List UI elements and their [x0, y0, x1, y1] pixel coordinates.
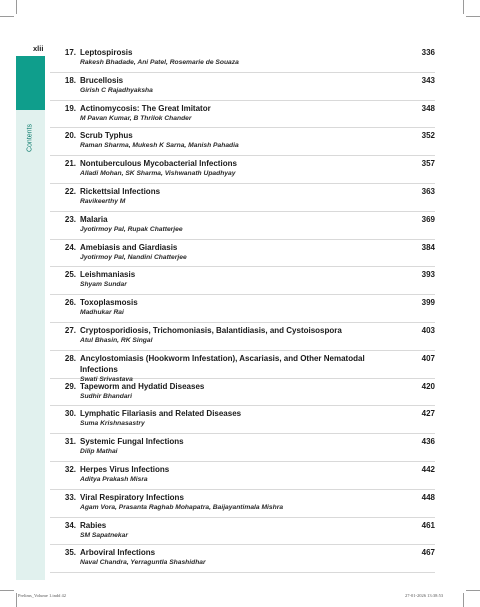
chapter-number: 24. — [64, 242, 76, 252]
chapter-page: 336 — [421, 48, 435, 57]
toc-entry[interactable] — [50, 490, 435, 518]
chapter-title: Amebiasis and Giardiasis — [80, 242, 178, 252]
chapter-number: 29. — [64, 381, 76, 391]
chapter-page: 427 — [421, 409, 435, 419]
chapter-entry — [80, 297, 395, 318]
chapter-page: 399 — [421, 298, 435, 308]
chapter-entry — [80, 75, 395, 96]
chapter-entry — [80, 214, 395, 235]
chapter-page: 436 — [421, 437, 435, 447]
chapter-title: Arboviral Infections — [80, 548, 156, 558]
chapter-number: 25. — [64, 270, 76, 280]
chapter-page: 343 — [421, 75, 435, 85]
toc-entry[interactable] — [50, 267, 435, 295]
chapter-entry — [80, 242, 395, 263]
toc-entry[interactable] — [50, 434, 435, 462]
chapter-page: 448 — [421, 492, 435, 502]
chapter-number: 26. — [64, 298, 76, 308]
chapter-number: 31. — [64, 437, 76, 447]
footer-timestamp: 27-01-2026 13:38:53 — [405, 593, 444, 598]
chapter-authors: Swati Srivastava — [80, 375, 133, 383]
chapter-authors: Suma Krishnasastry — [80, 420, 145, 428]
toc-entry[interactable] — [50, 545, 435, 573]
toc-entry[interactable] — [50, 156, 435, 184]
chapter-title: Lymphatic Filariasis and Related Diseases — [80, 409, 242, 419]
crop-mark — [466, 16, 480, 17]
chapter-authors: M Pavan Kumar, B Thrilok Chander — [80, 114, 192, 122]
chapter-authors: Rakesh Bhadade, Ani Patel, Rosemarie de Souaza — [80, 59, 239, 66]
chapter-authors: Shyam Sundar — [80, 281, 127, 289]
chapter-page: 357 — [421, 159, 435, 169]
crop-mark — [466, 590, 480, 591]
chapter-entry — [80, 381, 395, 402]
chapter-number: 27. — [64, 325, 76, 335]
chapter-entry — [80, 186, 395, 207]
crop-mark — [16, 0, 17, 14]
crop-mark — [463, 0, 464, 14]
chapter-authors: Jyotirmoy Pal, Nandini Chatterjee — [80, 253, 187, 261]
chapter-title: Leishmaniasis — [80, 270, 136, 280]
chapter-title: Rickettsial Infections — [80, 186, 161, 196]
chapter-title: Leptospirosis — [80, 48, 133, 57]
chapter-entry — [80, 492, 395, 513]
chapter-title: Malaria — [80, 214, 108, 224]
chapter-title: Tapeworm and Hydatid Diseases — [80, 381, 205, 391]
chapter-number: 28. — [64, 353, 76, 363]
chapter-entry — [80, 47, 395, 68]
chapter-entry — [80, 547, 395, 568]
toc-entry[interactable] — [50, 45, 435, 73]
chapter-number: 33. — [64, 492, 76, 502]
toc-entry[interactable] — [50, 351, 435, 383]
chapter-page: 352 — [421, 131, 435, 141]
chapter-number: 17. — [64, 48, 76, 57]
chapter-number: 20. — [64, 131, 76, 141]
chapter-title: Cryptosporidiosis, Trichomoniasis, Balantidiasis, and Cystoisospora — [80, 325, 342, 335]
chapter-entry — [80, 158, 395, 179]
toc-entry[interactable] — [50, 240, 435, 268]
chapter-entry — [80, 130, 395, 151]
toc-entry[interactable] — [50, 184, 435, 212]
chapter-number: 32. — [64, 464, 76, 474]
chapter-page: 420 — [421, 381, 435, 391]
footer-file: Prelims_Volume 1.indd 42 — [18, 593, 67, 598]
chapter-page: 403 — [421, 325, 435, 335]
chapter-title: Brucellosis — [80, 75, 124, 85]
chapter-authors: Naval Chandra, Yerraguntla Shashidhar — [80, 559, 206, 567]
chapter-title: Rabies — [80, 520, 107, 530]
chapter-page: 384 — [421, 242, 435, 252]
chapter-page: 348 — [421, 103, 435, 113]
chapter-authors: Madhukar Rai — [80, 309, 124, 317]
toc-entry[interactable] — [50, 295, 435, 323]
chapter-entry — [80, 269, 395, 290]
chapter-authors: SM Sapatnekar — [80, 531, 128, 539]
toc-entry[interactable] — [50, 101, 435, 129]
chapter-title: Ancylostomiasis (Hookworm Infestation), Ascariasis, and Other Nematodal Infections — [80, 353, 365, 374]
chapter-page: 467 — [421, 548, 435, 558]
toc-entry[interactable] — [50, 212, 435, 240]
chapter-entry — [80, 464, 395, 485]
chapter-number: 21. — [64, 159, 76, 169]
chapter-number: 34. — [64, 520, 76, 530]
crop-mark — [16, 593, 17, 607]
chapter-title: Nontuberculous Mycobacterial Infections — [80, 159, 237, 169]
chapter-authors: Girish C Rajadhyaksha — [80, 86, 153, 94]
chapter-number: 30. — [64, 409, 76, 419]
chapter-authors: Dilip Mathai — [80, 448, 118, 456]
chapter-page: 442 — [421, 464, 435, 474]
chapter-page: 461 — [421, 520, 435, 530]
chapter-authors: Aditya Prakash Misra — [80, 475, 148, 483]
chapter-entry — [80, 325, 395, 346]
chapter-title: Scrub Typhus — [80, 131, 133, 141]
chapter-entry — [80, 103, 395, 124]
chapter-number: 22. — [64, 186, 76, 196]
chapter-entry — [80, 520, 395, 541]
page-number: xlii — [33, 44, 44, 53]
chapter-number: 23. — [64, 214, 76, 224]
table-of-contents — [50, 45, 435, 573]
crop-mark — [463, 593, 464, 607]
chapter-title: Herpes Virus Infections — [80, 464, 170, 474]
chapter-title: Viral Respiratory Infections — [80, 492, 184, 502]
chapter-title: Actinomycosis: The Great Imitator — [80, 103, 211, 113]
chapter-number: 35. — [64, 548, 76, 558]
chapter-authors: Sudhir Bhandari — [80, 392, 133, 400]
chapter-entry — [80, 436, 395, 457]
toc-entry[interactable] — [50, 323, 435, 351]
crop-mark — [0, 590, 14, 591]
toc-entry[interactable] — [50, 462, 435, 490]
chapter-authors: Agam Vora, Prasanta Raghab Mohapatra, Baijayantimala Mishra — [80, 503, 284, 511]
section-tab — [16, 56, 45, 110]
crop-mark — [0, 16, 14, 17]
toc-entry[interactable] — [50, 128, 435, 156]
section-label: Contents — [26, 123, 34, 153]
toc-entry[interactable] — [50, 406, 435, 434]
chapter-title: Systemic Fungal Infections — [80, 437, 184, 447]
chapter-authors: Atul Bhasin, RK Singal — [80, 336, 153, 344]
chapter-number: 18. — [64, 75, 76, 85]
chapter-authors: Raman Sharma, Mukesh K Sarna, Manish Pahadia — [80, 142, 239, 150]
toc-entry[interactable] — [50, 73, 435, 101]
chapter-title: Toxoplasmosis — [80, 298, 138, 308]
toc-entry[interactable] — [50, 518, 435, 546]
toc-entry[interactable] — [50, 379, 435, 407]
chapter-authors: Alladi Mohan, SK Sharma, Vishwanath Upadhyay — [80, 170, 236, 178]
chapter-page: 407 — [421, 353, 435, 363]
chapter-page: 369 — [421, 214, 435, 224]
chapter-page: 393 — [421, 270, 435, 280]
chapter-number: 19. — [64, 103, 76, 113]
section-strip — [16, 110, 45, 580]
chapter-authors: Ravikeerthy M — [80, 197, 126, 205]
chapter-authors: Jyotirmoy Pal, Rupak Chatterjee — [80, 225, 183, 233]
chapter-entry — [80, 408, 395, 429]
chapter-page: 363 — [421, 186, 435, 196]
